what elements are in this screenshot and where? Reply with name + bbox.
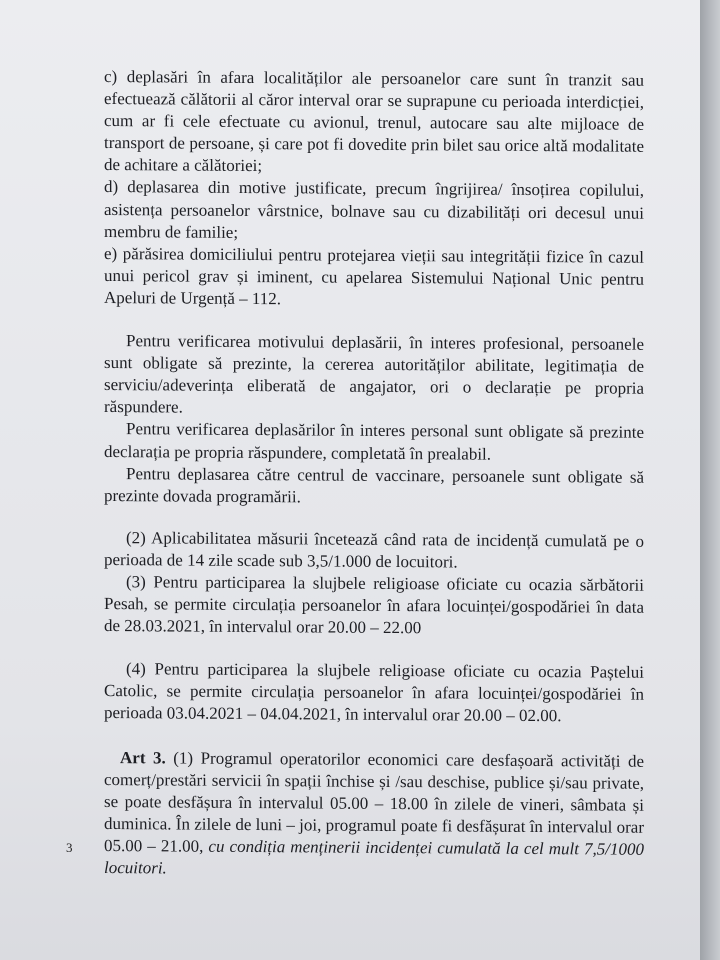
paragraph-2: (2) Aplicabilitatea măsurii încetează când rata de incidență cumulată pe o perioada de 14 zile scade sub 3,5/1.000 de locuitori. — [104, 527, 644, 572]
article-3-condition: cu condiția menținerii incidenței cumulată la cel mult 7,5/1000 locuitori. — [104, 836, 645, 878]
paragraph-3: (3) Pentru participarea la slujbele religioase oficiate cu ocazia sărbătorii Pesah, se permite circulația persoanelor în afara locuinței/gospodăriei în data de 28.03.2021, în intervalul orar 20.00 – 22.00 — [104, 572, 644, 638]
page-edge — [700, 0, 720, 960]
paragraph-vaccination: Pentru deplasarea către centrul de vaccinare, persoanele sunt obligate să prezinte dovada programării. — [104, 463, 644, 507]
list-item-d: d) deplasarea din motive justificate, precum îngrijirea/ însoțirea copilului, asistența persoanelor vârstnice, bolnave sau cu dizabilități ori decesul unui membru de familie; — [104, 177, 644, 242]
list-item-e: e) părăsirea domiciliului pentru protejarea vieții sau integrității fizice în cazul unui pericol grav și iminent, cu apelarea Sistemului Național Unic pentru Apeluri de Urgență – 112. — [104, 243, 644, 309]
list-item-c: c) deplasări în afara localităților ale persoanelor care sunt în tranzit sau efectuează călătorii al căror interval orar se suprapune cu perioada interdicției, cum ar fi cele efectuate cu avionul, trenul, autocare sau alte mijloace de transport de persoane, și care pot fi dovedite prin bilet sau orice altă modalitate de achitare a călătoriei; — [104, 67, 644, 176]
paragraph-verify-professional: Pentru verificarea motivului deplasării, în interes profesional, persoanele sunt obligate să prezinte, la cererea autorităților abilitate, legitimația de serviciu/adeverința eliberată de angajator, ori o declarație pe propria răspundere. — [104, 331, 644, 417]
document-body — [104, 66, 644, 883]
article-3 — [104, 747, 644, 883]
article-3-body: (1) Programul operatorilor economici care desfașoară activități de comerț/prestări servicii în spații închise și /sau deschise, publice și/sau private, se poate desfășura în intervalul 05.00 – 18.00 în zilele de vineri, sâmbata și duminica. În zilele de luni – joi, programul poate fi desfășurat în intervalul orar 05.00 – 21.00, — [104, 748, 645, 856]
page-number: 3 — [66, 840, 73, 855]
paragraph-verify-personal: Pentru verificarea deplasărilor în interes personal sunt obligate să prezinte declarația pe propria răspundere, completată în prealabil. — [104, 419, 644, 464]
paragraph-4: (4) Pentru participarea la slujbele religioase oficiate cu ocazia Paștelui Catolic, se permite circulația persoanelor în afara locuinței/gospodăriei în perioada 03.04.2021 – 04.04.2021, în intervalul orar 20.00 – 02.00. — [104, 659, 644, 726]
article-3-heading: Art 3. — [120, 747, 166, 767]
